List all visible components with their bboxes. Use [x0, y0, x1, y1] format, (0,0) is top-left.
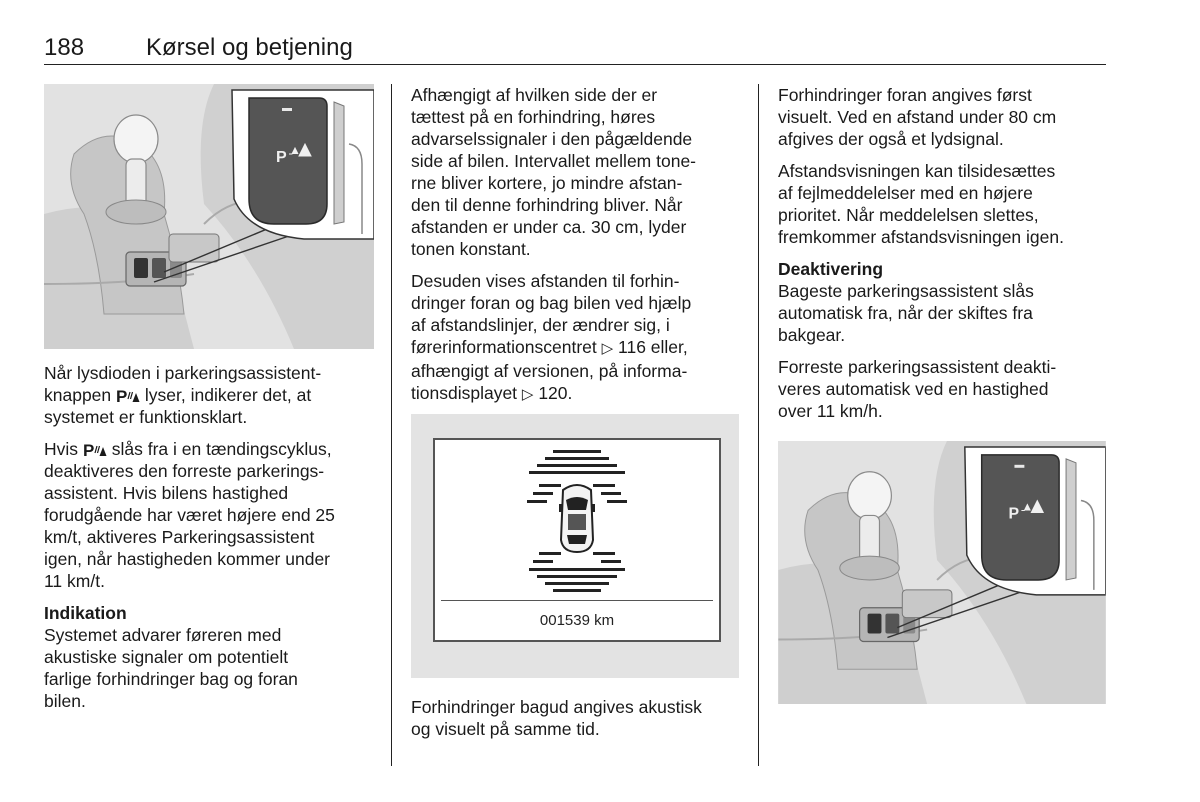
console-illustration: [778, 441, 1106, 704]
paragraph: Afhængigt af hvilken side der er tættest på en forhindring, høres advarselssignaler i den pågældende side af bilen. Intervallet mellem tone- rne bliver kortere, jo mindre afstan- den til denne forhindring bliver. Når afstanden er under ca. 30 cm, lyder tonen konstant.: [411, 85, 696, 259]
display-screen: [433, 438, 721, 642]
section-heading: Deaktivering: [778, 259, 884, 279]
chapter-title: Kørsel og betjening: [146, 34, 353, 61]
column-1: [44, 362, 384, 722]
column-divider: [758, 84, 759, 766]
paragraph: Forhindringer foran angives først visuelt. Ved en afstand under 80 cm afgives der også et lydsignal.: [778, 85, 1057, 149]
paragraph: Systemet advarer føreren med akustiske signaler om potentielt farlige forhindringer bag og foran bilen.: [44, 625, 298, 711]
display-separator: [441, 600, 713, 601]
page-header: [44, 30, 1106, 65]
paragraph: Forreste parkeringsassistent deakti- veres automatisk ved en hastighed over 11 km/h.: [778, 357, 1057, 421]
odometer-readout: 001539 km: [539, 612, 615, 629]
console-figure-1: [44, 84, 374, 349]
car-icon: [559, 485, 595, 552]
paragraph: Hvis slås fra i en tændingscyklus, deaktiveres den forreste parkerings- assistent. Hvis bilens hastighed forudgående har været højere end 25 km/t, aktiveres Parkeringsassistent igen, når hastigheden kommer under 11 km/t.: [44, 439, 335, 591]
section-heading: Indikation: [44, 603, 127, 623]
distance-lines-graphic: [435, 440, 719, 600]
cross-reference-arrow-icon: ▷: [601, 340, 614, 357]
parking-display-figure: [411, 414, 739, 678]
paragraph: Forhindringer bagud angives akustisk og visuelt på samme tid.: [411, 697, 702, 739]
paragraph: Afstandsvisningen kan tilsidesættes af fejlmeddelelser med en højere prioritet. Når meddelelsen slettes, fremkommer afstandsvisningen igen.: [778, 161, 1064, 247]
paragraph: Desuden vises afstanden til forhin- dringer foran og bag bilen ved hjælp af afstandslinjer, der ændrer sig, i førerinformationscentret ▷ 116 eller, afhængigt af versionen, på informa- tionsdisplayet ▷ 120.: [411, 271, 692, 403]
page-number: 188: [44, 34, 85, 61]
column-3: [778, 84, 1108, 432]
parking-assist-symbol-icon: [116, 386, 140, 404]
console-figure-2: [778, 441, 1106, 704]
parking-assist-symbol-icon: [83, 440, 107, 458]
console-illustration: [44, 84, 374, 349]
column-2: [411, 84, 751, 416]
paragraph: Bageste parkeringsassistent slås automatisk fra, når der skiftes fra bakgear.: [778, 281, 1034, 345]
column-2-lower: [411, 696, 751, 750]
cross-reference-arrow-icon: ▷: [521, 386, 534, 403]
column-divider: [391, 84, 392, 766]
paragraph: Når lysdioden i parkeringsassistent- knappen lyser, indikerer det, at systemet er funktionsklart.: [44, 363, 322, 427]
